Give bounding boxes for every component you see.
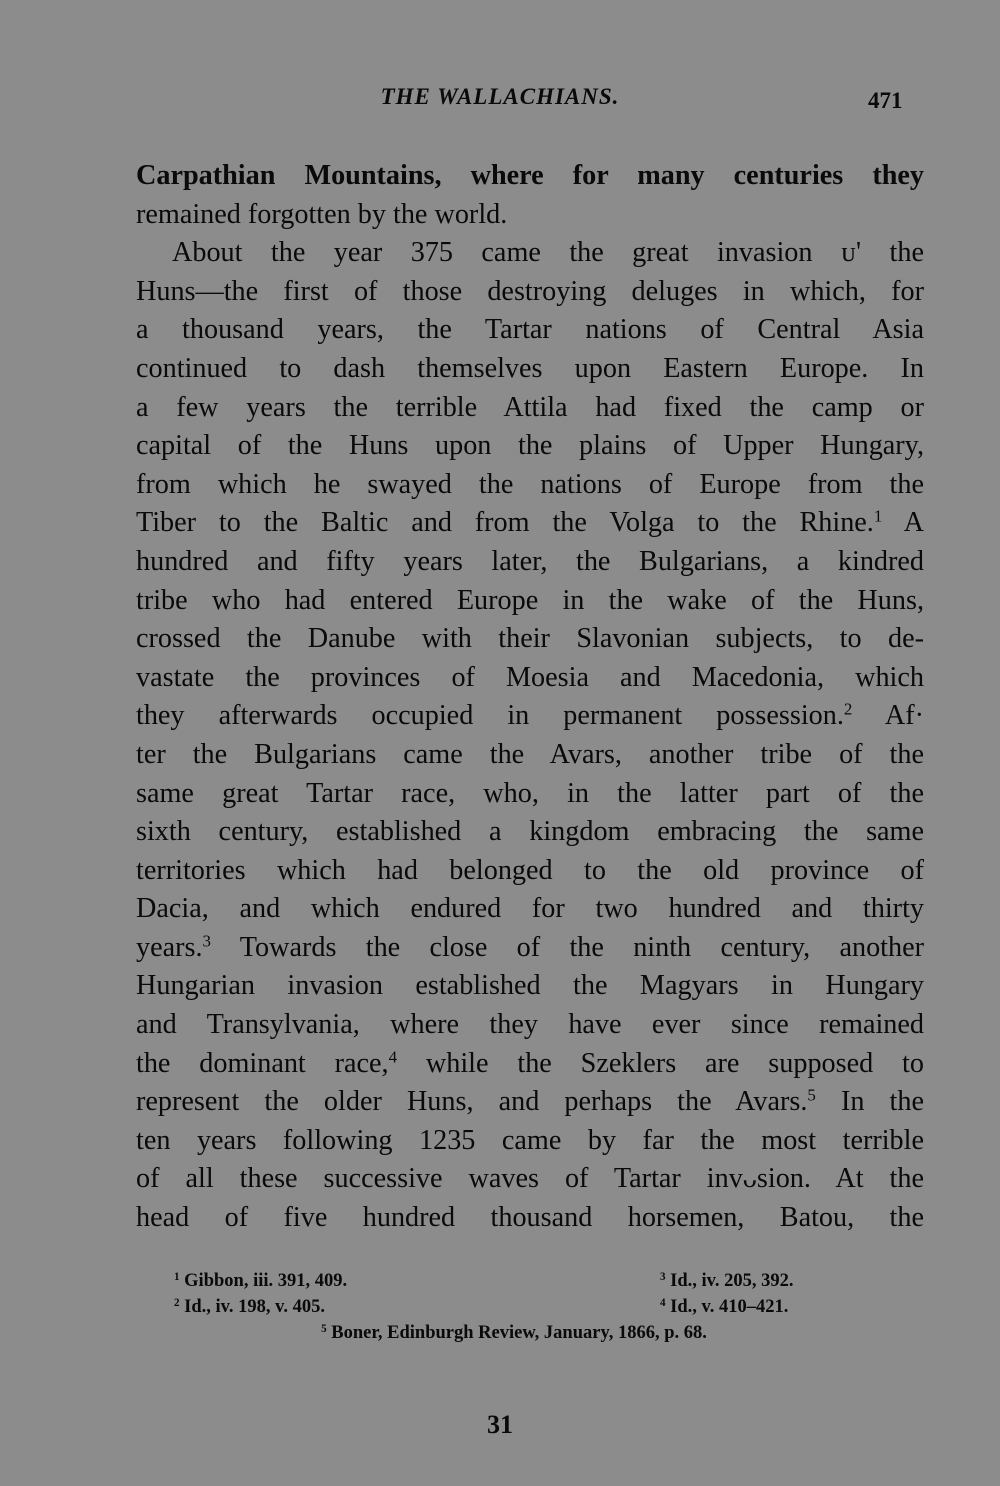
footnote-text: Id., iv. 205, 392. <box>665 1271 794 1291</box>
footnote-text: Gibbon, iii. 391, 409. <box>179 1271 348 1291</box>
line-text: years. <box>136 931 203 963</box>
body-text <box>136 157 924 1238</box>
text-line: capital of the Huns upon the plains of Upper Hungary, <box>136 430 924 462</box>
line-text: the dominant race, <box>136 1047 389 1079</box>
footnote-3 <box>660 1268 794 1294</box>
footnote-row <box>0 1294 1000 1320</box>
running-title: THE WALLACHIANS. <box>380 84 620 109</box>
footnote-ref: 2 <box>843 700 853 720</box>
footnote-5 <box>0 1320 1000 1346</box>
text-line: vastate the provinces of Moesia and Macedonia, which <box>136 661 924 693</box>
line-text: they afterwards occupied in permanent possession. <box>136 700 844 732</box>
text-line: tribe who had entered Europe in the wake of the Huns, <box>136 584 924 616</box>
footnote-mark: 5 <box>321 1322 327 1335</box>
footnote-text: Boner, Edinburgh Review, January, 1866, p. 68. <box>326 1323 707 1343</box>
text-line <box>136 1083 924 1122</box>
line-text: while the Szeklers are supposed to <box>397 1047 924 1079</box>
text-line: from which he swayed the nations of Europe from the <box>136 468 924 500</box>
footnote-row <box>0 1268 1000 1294</box>
text-line: a thousand years, the Tartar nations of Central Asia <box>136 314 924 346</box>
text-line: ten years following 1235 came by far the most terrible <box>136 1124 924 1156</box>
footnote-4 <box>660 1294 788 1320</box>
text-line: continued to dash themselves upon Eastern Europe. In <box>136 352 924 384</box>
text-line: Dacia, and which endured for two hundred and thirty <box>136 893 924 925</box>
text-line: ter the Bulgarians came the Avars, another tribe of the <box>136 738 924 770</box>
text-line <box>136 504 924 543</box>
text-line <box>136 697 924 736</box>
line-text: Af· <box>852 700 924 732</box>
footnote-mark: 4 <box>660 1296 666 1309</box>
text-line: territories which had belonged to the old province of <box>136 854 924 886</box>
text-line <box>136 929 924 968</box>
text-line: About the year 375 came the great invasion ᴜ' the <box>172 237 924 269</box>
footnote-mark: 1 <box>174 1270 180 1283</box>
text-line: of all these successive waves of Tartar invᴗsion. At the <box>136 1163 924 1195</box>
text-line: head of five hundred thousand horsemen, Batou, the <box>136 1202 924 1234</box>
text-line: a few years the terrible Attila had fixed the camp or <box>136 391 924 423</box>
text-line: Carpathian Mountains, where for many centuries they <box>136 160 924 191</box>
text-line: same great Tartar race, who, in the latter part of the <box>136 777 924 809</box>
footnote-2 <box>174 1294 325 1320</box>
text-line: and Transylvania, where they have ever since remained <box>136 1009 924 1041</box>
footnote-text: Id., v. 410–421. <box>665 1297 789 1317</box>
footnote-text: Id., iv. 198, v. 405. <box>179 1297 326 1317</box>
signature-mark: 31 <box>487 1410 513 1439</box>
line-text: represent the older Huns, and perhaps the Avars. <box>136 1086 808 1118</box>
text-line: sixth century, established a kingdom embracing the same <box>136 816 924 848</box>
footnote-ref: 4 <box>388 1047 398 1067</box>
text-line: remained forgotten by the world. <box>136 198 508 230</box>
footnote-ref: 3 <box>202 931 211 951</box>
footnotes <box>0 1268 1000 1346</box>
page-number: 471 <box>868 88 903 113</box>
line-text: Towards the close of the ninth century, another <box>210 931 924 963</box>
footnote-ref: 1 <box>873 507 883 527</box>
text-line: hundred and fifty years later, the Bulgarians, a kindred <box>136 545 924 577</box>
footnote-mark: 3 <box>660 1270 666 1283</box>
footnote-1 <box>174 1268 347 1294</box>
line-text: A <box>882 507 924 539</box>
line-text: Tiber to the Baltic and from the Volga to the Rhine. <box>136 507 874 539</box>
text-line <box>136 1045 924 1084</box>
line-text: In the <box>815 1086 924 1118</box>
text-line: Huns—the first of those destroying deluges in which, for <box>136 275 924 307</box>
footnote-ref: 5 <box>807 1085 816 1105</box>
text-line: crossed the Danube with their Slavonian subjects, to de- <box>136 623 924 655</box>
footnote-row <box>0 1320 1000 1346</box>
text-line: Hungarian invasion established the Magyars in Hungary <box>136 970 924 1002</box>
footnote-mark: 2 <box>174 1296 180 1309</box>
